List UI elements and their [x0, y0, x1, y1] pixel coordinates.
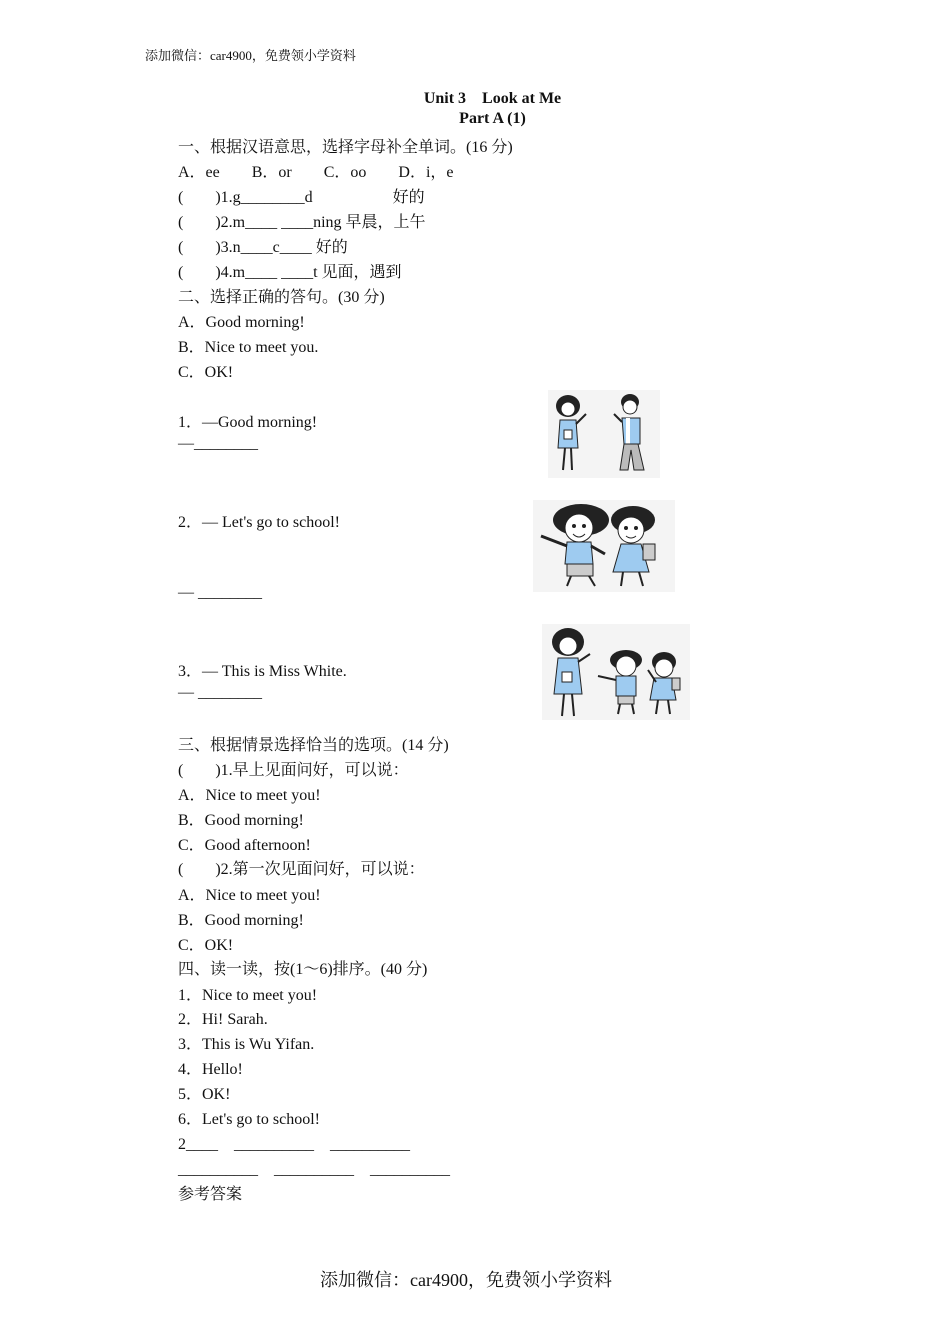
- section-3-question-2: ( )2.第一次见面问好，可以说：: [178, 861, 425, 878]
- page-subtitle: Part A (1): [459, 110, 526, 127]
- section-1-options: A．ee B．or C．oo D．i，e: [178, 164, 454, 181]
- answer-key-label: 参考答案: [178, 1186, 243, 1203]
- teacher-introduction-illustration: [542, 624, 690, 720]
- section-4-heading: 四、读一读，按(1～6)排序。(40 分): [178, 961, 428, 978]
- section-3-option: A．Nice to meet you!: [178, 887, 321, 904]
- header-note: 添加微信：car4900，免费领小学资料: [145, 48, 356, 63]
- section-1-item: ( )4.m____ ____t 见面，遇到: [178, 264, 402, 281]
- section-1-item: ( )3.n____c____ 好的: [178, 239, 348, 256]
- section-4-item: 1．Nice to meet you!: [178, 987, 318, 1004]
- section-2-question-3: 3．— This is Miss White.: [178, 663, 347, 680]
- section-2-question-1: 1．—Good morning!: [178, 414, 318, 431]
- footer-note: 添加微信：car4900，免费领小学资料: [320, 1270, 612, 1290]
- section-3-option: C．Good afternoon!: [178, 837, 311, 854]
- section-4-blanks-row-1: 2____ __________ __________: [178, 1136, 411, 1153]
- section-2-answer-1: —________: [178, 435, 258, 452]
- section-4-blanks-row-2: __________ __________ __________: [178, 1161, 451, 1178]
- kids-to-school-illustration: [533, 500, 675, 592]
- section-1-item: ( )1.g________d 好的: [178, 189, 425, 206]
- section-3-option: B．Good morning!: [178, 912, 304, 929]
- greeting-illustration: [548, 390, 660, 478]
- section-2-option: A．Good morning!: [178, 314, 305, 331]
- section-3-option: B．Good morning!: [178, 812, 304, 829]
- section-3-option: C．OK!: [178, 937, 234, 954]
- section-4-item: 6．Let's go to school!: [178, 1111, 320, 1128]
- section-1-item: ( )2.m____ ____ning 早晨，上午: [178, 214, 426, 231]
- section-2-option: B．Nice to meet you.: [178, 339, 319, 356]
- section-3-question-1: ( )1.早上见面问好，可以说：: [178, 762, 409, 779]
- section-2-answer-3: — ________: [178, 684, 262, 701]
- section-1-heading: 一、根据汉语意思，选择字母补全单词。(16 分): [178, 139, 513, 156]
- page-title: Unit 3 Look at Me: [423, 90, 562, 107]
- section-3-heading: 三、根据情景选择恰当的选项。(14 分): [178, 737, 449, 754]
- section-2-answer-2: — ________: [178, 584, 262, 601]
- section-4-item: 3．This is Wu Yifan.: [178, 1036, 315, 1053]
- section-2-question-2: 2．— Let's go to school!: [178, 514, 340, 531]
- section-3-option: A．Nice to meet you!: [178, 787, 321, 804]
- section-2-heading: 二、选择正确的答句。(30 分): [178, 289, 385, 306]
- section-2-option: C．OK!: [178, 364, 234, 381]
- section-4-item: 4．Hello!: [178, 1061, 243, 1078]
- section-4-item: 2．Hi! Sarah.: [178, 1011, 268, 1028]
- section-4-item: 5．OK!: [178, 1086, 231, 1103]
